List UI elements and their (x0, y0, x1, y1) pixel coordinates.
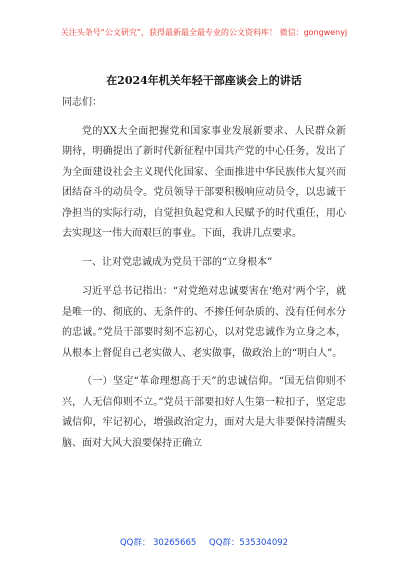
document-body (62, 93, 346, 454)
footer-banner (0, 536, 408, 548)
subsection-heading: （一）坚定“革命理想高于天”的忠诚信仰。 (82, 376, 279, 387)
section-heading: 一、让对党忠诚成为党员干部的“立身根本” (82, 256, 273, 268)
header-banner: 关注头条号“公文研究”，获得最新最全最专业的公文资料库！ 微信：gongwenyj (60, 28, 348, 37)
footer-qq-group-2: QQ群：535304092 (209, 538, 289, 548)
subsection-text: “国无信仰则不兴，人无信仰则不立。”党员干部要扣好人生第一粒扣子，坚定忠诚信仰，牢记初心，增强政治定力，面对大是大非要保持清醒头脑、面对大风大浪要保持正确立 (62, 376, 346, 449)
subsection-paragraph (62, 372, 346, 454)
intro-paragraph: 党的XX大全面把握党和国家事业发展新要求、人民群众新期待，明确提出了新时代新征程中国共产党的中心任务，发出了为全面建设社会主义现代化国家、全面推进中华民族伟大复兴而团结奋斗的动员令。党员领导干部要积极响应动员令，以忠诚干净担当的实际行动，自觉担负起党和人民赋予的时代重任，用心去实现这一伟大而艰巨的事业。下面，我讲几点要求。 (62, 125, 346, 239)
salutation: 同志们： (62, 97, 102, 108)
document-title: 在2024年机关年轻干部座谈会上的讲话 (106, 74, 302, 87)
section-paragraph: 习近平总书记指出：“对党绝对忠诚要害在‘绝对’两个字，就是唯一的、彻底的、无条件的、不掺任何杂质的、没有任何水分的忠诚。”党员干部要时刻不忘初心，以对党忠诚作为立身之本，从根本上督促自己老实做人、老实做事，做政治上的“明白人”。 (62, 286, 346, 359)
footer-qq-group-1: QQ群： 30265665 (119, 538, 197, 548)
